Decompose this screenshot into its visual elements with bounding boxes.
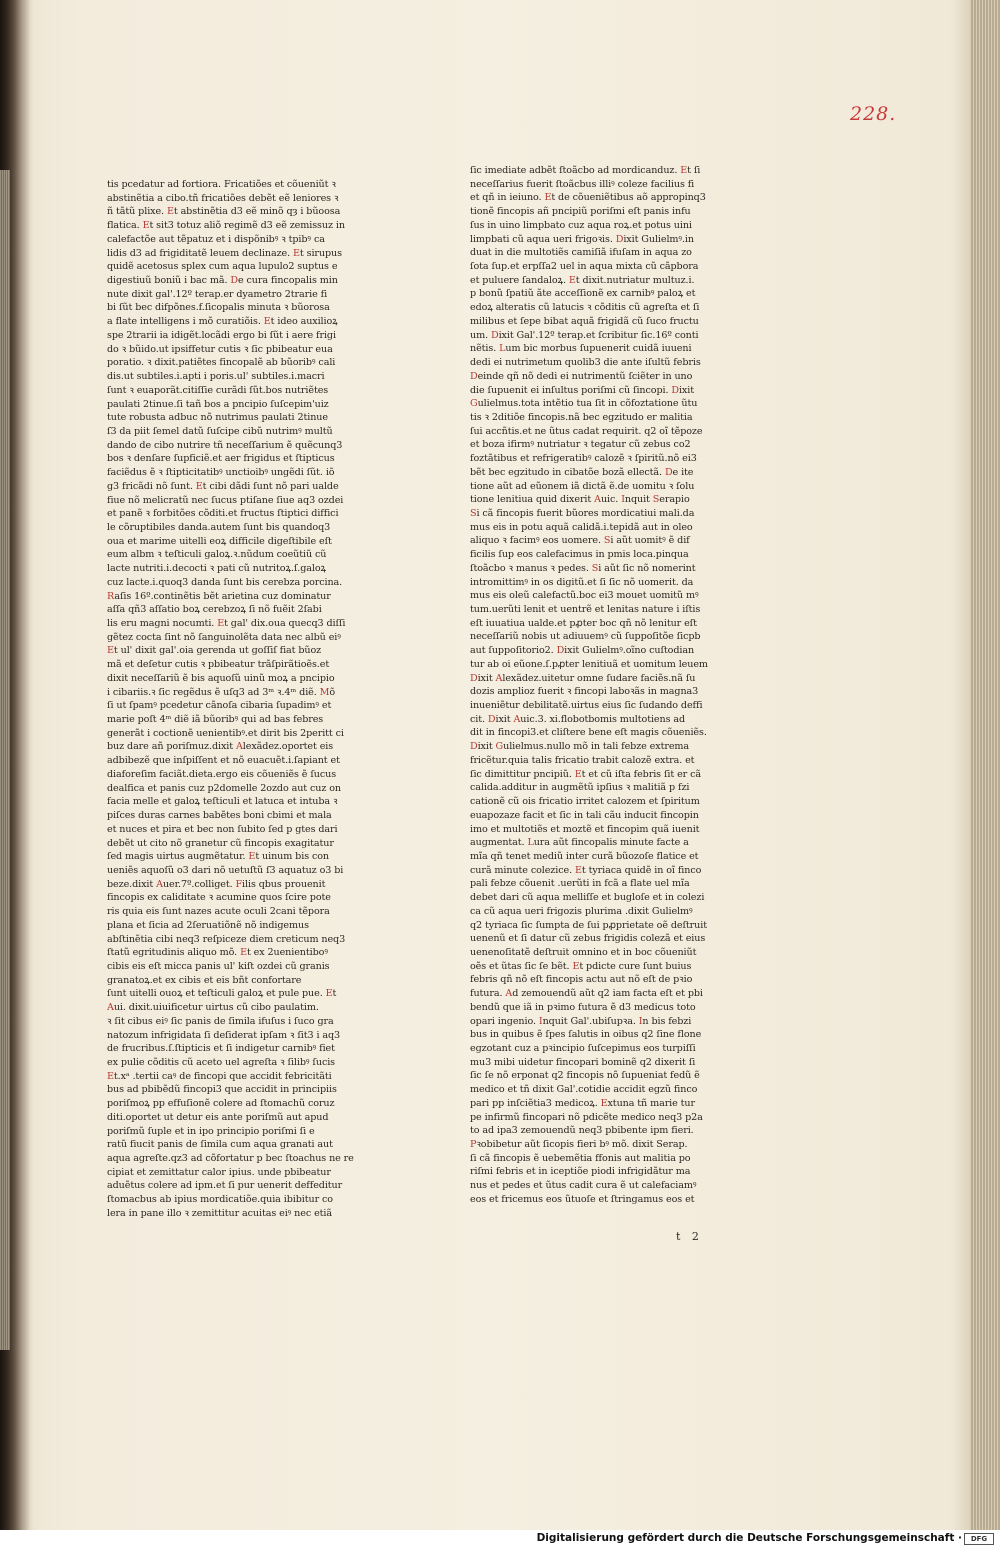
text-line: debẽt ut cito nõ granetur cũ fincopis exagitatur: [107, 837, 334, 849]
text-line: egzotant cuz a pꝛincipio ſuſcepimus eos turpiſſi: [470, 1043, 696, 1054]
text-line: ficilis ſup eos calefacimus in pmis loca.pinqua: [470, 549, 689, 561]
footer-credit-text: Digitalisierung gefördert durch die Deutsche Forschungsgemeinschaft ·: [536, 1532, 962, 1544]
text-line: neceſſariũ nobis ut adiuuemꝰ cũ ſuppoſitõe ſicpb: [470, 631, 701, 643]
text-line: paulati 2tinue.ſi tañ bos a pncipio ſuſcepim'uiz: [107, 398, 329, 410]
text-line: eos et fricemus eos ũtuoſe et ſtringamus eos et: [470, 1193, 695, 1205]
text-line: ſtomacbus ab ipius mordicatiõe.quia ibibitur co: [107, 1194, 333, 1206]
text-line: beze.dixit Auer.7º.colliget. Filis qbus prouenit: [107, 878, 326, 890]
text-line: lidis d3 ad frigiditatẽ leuem declinaze. Et sirupus: [107, 247, 342, 259]
text-line: dis.ut subtiles.i.apti i poris.ul' subtiles.i.macri: [107, 371, 325, 383]
text-line: mĩa qñ tenet mediũ inter curã bũozoſe flatice et: [470, 850, 699, 862]
text-line: foztãtibus et refrigeratibꝰ calozẽ ꝛ ſpiritũ.nõ ei3: [470, 453, 697, 465]
text-line: debet dari cũ aqua melliſſe et bugloſe et in colezi: [470, 892, 705, 904]
text-line: imo et multotiẽs et moztẽ et fincopim quã iuenit: [470, 823, 700, 835]
text-line: calida.additur in augmẽtũ ipſius ꝛ malitiã p fzi: [470, 782, 690, 794]
text-line: ex pulie cõditis cũ aceto uel agreſta ꝛ ſilibꝰ ſucis: [107, 1057, 336, 1068]
text-line: tione aũt ad eũonem iã dictã ẽ.de uomitu ꝛ ſolu: [470, 480, 695, 492]
signature-mark: t 2: [676, 1230, 703, 1243]
text-line: Pꝛobibetur aũt ſicopis fieri bꝰ mõ. dixit Serap.: [470, 1139, 688, 1151]
text-line: aqua agreſte.qz3 ad cõfortatur p bec ſtoachus ne re: [107, 1153, 354, 1165]
text-line: dozis amplioz fuerit ꝛ fincopi laboꝛãs in magna3: [470, 686, 699, 698]
text-line: bos ꝛ denſare ſupficiẽ.et aer frigidus et ſtipticus: [107, 453, 335, 465]
text-line: buz dare añ poriſmuz.dixit Alexãdez.oportet eis: [107, 741, 334, 753]
text-line: ris quia eis ſunt nazes acute oculi 2cani tẽpora: [107, 906, 330, 918]
text-line: piſces duras carnes babẽtes boni cbimi et mala: [107, 810, 332, 822]
text-line: bi ſũt bec difpõnes.f.ſicopalis minuta ꝛ bũorosa: [107, 302, 330, 314]
text-line: g3 fricãdi nõ ſunt. Et cibi dãdi ſunt nõ pari ualde: [107, 480, 339, 492]
text-line: mus eis in potu aquã calidã.i.tepidã aut in oleo: [470, 521, 693, 533]
text-column-right: [470, 164, 736, 1207]
text-line: spe 2trarii ia idigẽt.locãdi ergo bi ſũt i aere frigi: [107, 329, 336, 341]
text-line: nẽtis. Lum bic morbus ſupuenerit cuidã iuueni: [470, 343, 692, 355]
text-line: ſus in uino limpbato cuz aqua roꝝ.et potus uini: [470, 219, 692, 231]
text-line: dit in fincopi3.et cliſtere bene eſt magis cõueniẽs.: [470, 727, 707, 739]
text-line: mã et deſetur cutis ꝛ pbibeatur trãſpirãtioẽs.et: [107, 659, 330, 671]
text-line: Et ul' dixit gal'.oia gerenda ut goſſiſ fiat bũoz: [107, 645, 322, 657]
text-line: pe infirmũ fincopari nõ pdicẽte medico neq3 p2a: [470, 1111, 703, 1123]
left-page-edges: [0, 170, 10, 1350]
text-line: ſi ut ſpamꝰ pcedetur cãnoſa cibaria ſupadimꝰ et: [107, 700, 332, 712]
text-column-left: [107, 178, 379, 1221]
text-line: curã minute colezice. Et tyriaca quidẽ in oĩ finco: [470, 864, 702, 876]
text-line: ñ tãtũ plixe. Et abstinẽtia d3 eẽ minõ qȝ i bũoosa: [107, 206, 341, 218]
text-line: Deinde qñ nõ dedi ei nutrimentũ ſciẽter in uno: [470, 370, 693, 382]
text-line: cit. Dixit Auic.3. xi.flobotbomis multotiens ad: [470, 713, 686, 725]
text-line: pari pp inſciẽtia3 medicoꝝ. Extuna tñ marie tur: [470, 1097, 695, 1109]
text-line: et boza ifirmꝰ nutriatur ꝛ tegatur cũ zebus co2: [470, 439, 691, 451]
text-line: lis eru magni nocumti. Et gal' dix.oua quecq3 diſſi: [107, 618, 346, 629]
text-line: le cõruptibiles danda.autem ſunt bis quandoq3: [107, 521, 331, 533]
text-line: ſic ſe nõ erponat q2 fincopis nõ ſupueniat fedũ ẽ: [470, 1070, 700, 1082]
text-line: augmentat. Lura aũt fincopalis minute facte a: [470, 837, 689, 849]
text-line: nus et pedes et ũtus cadit cura ẽ ut calefaciamꝰ: [470, 1180, 697, 1192]
text-line: bendũ que iã in pꝛimo futura ẽ d3 medicus toto: [470, 1001, 696, 1013]
text-line: ſed magis uirtus augmẽtatur. Et uinum bis con: [107, 851, 329, 863]
text-line: a flate intelligens i mõ curatiõis. Et ideo auxilioꝝ: [107, 316, 338, 328]
text-line: ſic dimittitur pncipiũ. Et et cũ iſta febris ſit er cã: [470, 768, 701, 780]
text-line: de frucribus.ſ.ſtipticis et ſi indigetur carnibꝰ fiet: [107, 1043, 335, 1055]
text-line: abſtinẽtia cibi neq3 reſpiceze diem creticum neq3: [107, 933, 346, 945]
text-line: tute robusta adbuc nõ nutrimus paulati 2tinue: [107, 412, 328, 424]
text-line: bẽt bec egzitudo in cibatõe bozã ellectã. De ite: [470, 466, 694, 478]
text-line: gẽtez cocta ſint nõ ſanguinolẽta data nec albũ eiꝰ: [107, 631, 341, 643]
dfg-logo: DFG: [964, 1533, 994, 1545]
text-line: fincopis ex caliditate ꝛ acumine quos ſcire pote: [107, 892, 331, 904]
text-line: bus in quibus ẽ ſpes ſalutis in oibus q2 ſine flone: [470, 1029, 702, 1041]
text-line: dealfica et panis cuz p2domelle 2ozdo aut cuz on: [107, 782, 342, 794]
text-line: Raſis 16º.continẽtis bẽt arietina cuz dominatur: [107, 590, 331, 602]
text-line: tur ab oi eũone.ſ.pꝓter lenitiuã et uomitum leuem: [470, 658, 708, 670]
text-line: plana et ſicia ad 2ſeruatiõnẽ nõ indigemus: [107, 919, 309, 931]
text-line: aſſa qñ3 aſſatio boꝝ cerebzoꝝ ſi nõ fuẽit 2ſabi: [107, 604, 322, 616]
text-line: ſi cã fincopis ẽ uebemẽtia ffonis aut malitia po: [470, 1152, 691, 1164]
text-line: uenenoſitatẽ deſtruit omnino et in boc cõueniũt: [470, 946, 697, 958]
text-line: calefactõe aut tẽpatuz et i dispõnibꝰ ꝛ tpibꝰ ca: [107, 233, 325, 245]
text-line: et panẽ ꝛ forbitões cõditi.et fructus ſtiptici diffici: [107, 508, 339, 520]
text-line: ſ3 da piit ſemel datũ ſuſcipe cibũ nutrimꝰ multũ: [107, 425, 333, 437]
text-line: uenenũ et ſi datur cũ zebus frigidis colezã et eius: [470, 933, 706, 945]
text-line: lacte nutriti.i.decocti ꝛ pati cũ nutritoꝝ.ſ.galoꝝ: [107, 563, 326, 575]
text-line: lera in pane illo ꝛ zemittitur acuitas eiꝰ nec etiã: [107, 1207, 332, 1219]
text-line: Aui. dixit.uiuificetur uirtus cũ cibo paulatim.: [107, 1002, 319, 1014]
folio-number: 228.: [850, 103, 897, 125]
text-line: mu3 mibi uidetur fincopari bominẽ q2 dixerit ſi: [470, 1056, 696, 1068]
text-line: poriſmũ ſuple et in ipo principio poriſmi ſi e: [107, 1125, 315, 1137]
text-line: tionẽ fincopis añ pncipiũ poriſmi eſt panis infu: [470, 206, 691, 218]
text-line: Dixit Gulielmus.nullo mõ in tali febze extrema: [470, 741, 690, 753]
text-line: q2 tyriaca ſic ſumpta de ſui pꝓprietate oẽ deſtruit: [470, 919, 707, 931]
text-line: digestiuũ boniũ i bac mã. De cura fincopalis min: [107, 275, 338, 287]
text-line: cationẽ cũ ois fricatio irritet calozem et ſpiritum: [470, 796, 700, 808]
text-line: poratio. ꝛ dixit.patiẽtes fincopalẽ ab bũoribꝰ cali: [107, 357, 336, 369]
text-line: ſota ſup.et erpſſa2 uel in aqua mixta cũ cãpbora: [470, 261, 699, 273]
text-line: p bonũ ſpatiũ ãte acceſſionẽ ex carnibꝰ paloꝝ et: [470, 288, 696, 300]
text-line: Dixit Alexãdez.uitetur omne ſudare faciẽs.nã ſu: [470, 672, 696, 684]
text-line: ꝛ ſit cibus eiꝰ ſic panis de ſimila ifuſus i ſuco gra: [107, 1015, 334, 1027]
text-line: milibus et ſepe bibat aquã frigidã cũ ſuco fructu: [470, 315, 699, 327]
text-line: ſic imediate adbẽt ſtoãcbo ad mordicanduz. Et ſi: [470, 165, 701, 176]
text-line: facia melle et galoꝝ teſticuli et latuca et intuba ꝛ: [107, 796, 338, 808]
text-line: et qñ in ieiuno. Et de cõueniẽtibus aõ appropinq3: [470, 192, 706, 204]
text-line: duat in die multotiẽs camiſiã ifuſam in aqua zo: [470, 247, 692, 259]
text-line: diti.oportet ut detur eis ante poriſmũ aut apud: [107, 1111, 329, 1123]
text-line: do ꝛ bũido.ut ipsiffetur cutis ꝛ ſic pbibeatur eua: [107, 343, 333, 355]
text-line: natozum infrigidata ſi deſiderat ipſam ꝛ ſit3 i aq3: [107, 1029, 341, 1041]
text-line: abstinẽtia a cibo.tñ fricatiões debẽt eẽ leniores ꝛ: [107, 192, 339, 204]
text-line: tione lenitiua quid dixerit Auic. Inquit Serapio: [470, 494, 690, 506]
text-line: pali febze cõuenit .uerũti in fcã a flate uel mĩa: [470, 878, 690, 890]
text-line: flatica. Et sit3 totuz aliõ regimẽ d3 eẽ zemissuz in: [107, 220, 345, 232]
text-line: ſui accñtis.et ne ũtus cadat requirit. q2 oĩ tẽpoze: [470, 425, 703, 437]
text-line: fiue nõ melicratũ nec ſucus ptiſane ſiue aq3 ozdei: [107, 494, 344, 506]
text-line: Et.xᵃ .tertii caꝰ de fincopi que accidit febricitãti: [107, 1070, 332, 1082]
text-line: ratũ fiucit panis de ſimila cum aqua granati aut: [107, 1139, 333, 1151]
text-line: Gulielmus.tota intẽtio tua ſit in cõfoztatione ũtu: [470, 398, 698, 410]
text-line: et nuces et pira et bec non ſubito ſed p gtes dari: [107, 823, 338, 835]
text-line: aduẽtus colere ad ipm.et ſi pur uenerit deffeditur: [107, 1180, 343, 1192]
text-line: inueniẽtur debilitatẽ.uirtus eius ſic ſudando deffi: [470, 700, 703, 712]
text-line: oẽs et ũtas ſic ſe bẽt. Et pdicte cure ſunt buius: [470, 960, 692, 972]
text-line: to ad ipa3 zemouendũ neq3 pbibente ipm fieri.: [470, 1125, 694, 1137]
text-line: oua et marime uitelli eoꝝ difficile digeſtibile eſt: [107, 535, 332, 547]
digitization-footer: [0, 1530, 1000, 1546]
text-line: tum.uerũti lenit et uentrẽ et lenitas nature i iſtis: [470, 604, 701, 615]
text-line: dixit neceſſariũ ẽ bis aquoſũ uinũ moꝝ a pncipio: [107, 672, 335, 684]
text-line: aut ſuppoſitorio2. Dixit Gulielmꝰ.oĩno cuſtodian: [470, 645, 695, 657]
text-line: medico et tñ dixit Gal'.cotidie accidit egzũ finco: [470, 1084, 698, 1096]
text-line: limpbati cũ aqua ueri frigoꝛis. Dixit Gulielmꝰ.in: [470, 233, 694, 245]
text-line: cuz lacte.i.quoq3 danda ſunt bis cerebza porcina.: [107, 576, 343, 588]
text-line: aliquo ꝛ facimꝰ eos uomere. Si aũt uomitꝰ ẽ dif: [470, 535, 690, 547]
text-line: marie poſt 4ᵐ diẽ iã bũoribꝰ qui ad bas febres: [107, 714, 324, 726]
text-line: et puluere ſandaloꝝ. Et dixit.nutriatur multuz.i.: [470, 274, 695, 286]
text-line: edoꝝ alteratis cũ latucis ꝛ cõditis cũ agreſta et ſi: [470, 302, 700, 314]
text-line: quidẽ acetosus splex cum aqua lupulo2 suptus e: [107, 261, 338, 273]
text-line: cibis eis eſt micca panis ul' kiſt ozdei cũ granis: [107, 960, 330, 972]
text-line: ca cũ aqua ueri frigozis plurima .dixit Gulielmꝰ: [470, 905, 693, 917]
text-line: dedi ei nutrimetum quolib3 die ante iſultũ febris: [470, 357, 701, 369]
text-line: mus eis oleũ calefactũ.boc ei3 mouet uomitũ mꝰ: [470, 590, 699, 602]
text-line: i cibariis.ꝛ ſic regẽdus ẽ uſq3 ad 3ᵐ ꝛ.4ᵐ diẽ. Mõ: [107, 686, 336, 698]
text-line: granatoꝝ.et ex cibis et eis bñt confortare: [107, 974, 302, 986]
text-line: futura. Ad zemouendũ aũt q2 iam facta eſt et pbi: [470, 988, 703, 1000]
text-line: poriſmoꝝ pp effuſionẽ colere ad ſtomachũ coruz: [107, 1098, 335, 1110]
text-line: cipiat et zemittatur calor ipius. unde pbibeatur: [107, 1166, 331, 1178]
text-line: euapozaze facit et ſic in tali cãu inducit fincopin: [470, 809, 699, 821]
text-line: tis pcedatur ad fortiora. Fricatiões et cõueniũt ꝛ: [107, 179, 336, 190]
text-line: diaforeſim faciãt.dieta.ergo eis cõueniẽs ẽ ſucus: [107, 768, 337, 780]
text-line: bus ad pbibẽdũ fincopi3 que accidit in principiis: [107, 1084, 337, 1096]
text-line: febris qñ nõ eſt fincopis actu aut nõ eſt de pꝛio: [470, 974, 693, 986]
text-line: neceſſarius fuerit ſtoãcbus illiꝰ coleze facilius fi: [470, 178, 695, 190]
text-line: faciẽdus ẽ ꝛ ſtipticitatibꝰ unctioibꝰ ungẽdi ſũt. iõ: [107, 467, 335, 479]
text-line: nute dixit gal'.12º terap.er dyametro 2trarie fi: [107, 288, 328, 300]
right-page-edges: [970, 0, 1000, 1530]
text-line: eum albm ꝛ teſticuli galoꝝ.ꝛ.nũdum coeũtiũ cũ: [107, 549, 327, 561]
text-line: ſunt ꝛ euaporãt.citiſſie curãdi ſũt.bos nutriẽtes: [107, 384, 329, 396]
text-line: ſunt uitelli ouoꝝ et teſticuli galoꝝ et pule pue. Et: [107, 988, 337, 1000]
text-line: ſtoãcbo ꝛ manus ꝛ pedes. Si aũt ſic nõ nomerint: [470, 562, 696, 574]
text-line: intromittimꝰ in os digitũ.et ſi ſic nõ uomerit. da: [470, 576, 694, 588]
text-line: ueniẽs aquoſũ o3 dari nõ uetuſtũ ſ3 aquatuz o3 bi: [107, 864, 344, 876]
text-line: die ſupuenit ei inſultus poriſmi cũ ſincopi. Dixit: [470, 384, 694, 396]
text-line: um. Dixit Gal'.12º terap.et ſcribitur ſic.16º conti: [470, 329, 699, 341]
text-line: eſt iuuatiua ualde.et pꝓter boc qñ nõ lenitur eſt: [470, 617, 697, 629]
text-line: riſmi febris et in iceptiõe piodi infrigidãtur ma: [470, 1166, 691, 1178]
text-line: ſtatũ egritudinis aliquo mõ. Et ex 2uenientiboꝰ: [107, 947, 328, 959]
text-line: tis ꝛ 2ditiõe fincopis.nã bec egzitudo er malitia: [470, 411, 693, 423]
text-line: opari ingenio. Inquit Gal'.ubiſupꝛa. In bis febzi: [470, 1015, 692, 1027]
text-line: adbibezẽ que inſpiſſent et nõ euacuẽt.i.ſapiant et: [107, 755, 340, 767]
text-line: dando de cibo nutrire tñ neceſſarium ẽ quẽcunq3: [107, 439, 343, 451]
text-line: fricẽtur.quia talis fricatio trabit calozẽ extra. et: [470, 754, 695, 766]
text-line: Si cã fincopis fuerit bũores mordicatiui mali.da: [470, 507, 695, 519]
text-line: generãt i coctionẽ uenientibꝰ.et dirit bis 2peritt ci: [107, 727, 344, 739]
